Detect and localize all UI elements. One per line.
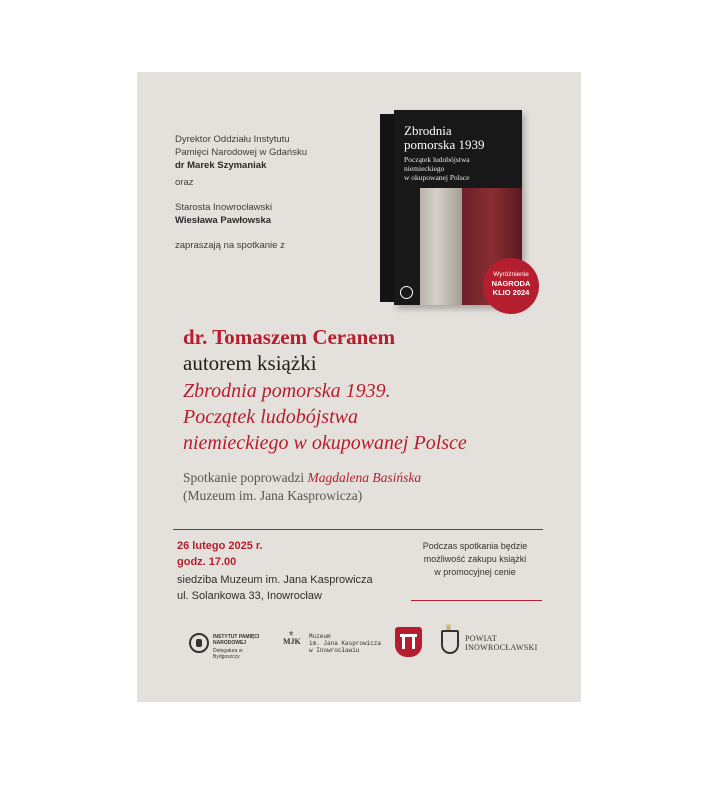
and-text: oraz	[175, 177, 194, 188]
invite-text: zapraszają na spotkanie z	[175, 240, 285, 251]
book-spine	[380, 114, 394, 302]
director-line2: Pamięci Narodowej w Gdańsku	[175, 147, 308, 158]
purchase-note	[410, 540, 540, 579]
ipn-line3: Delegatura w Bydgoszczy	[213, 648, 243, 660]
cover-image-stone	[420, 188, 462, 305]
divider-note	[411, 600, 542, 601]
book-subtitle-line1: Początek ludobójstwa	[404, 155, 470, 164]
ipn-eagle-icon	[189, 633, 209, 653]
book-title-text-line3: niemieckiego w okupowanej Polsce	[183, 432, 467, 454]
event-time: godz. 17.00	[177, 556, 237, 568]
venue-line1: siedziba Muzeum im. Jana Kasprowicza	[177, 574, 373, 586]
speaker-name: dr. Tomaszem Ceranem	[183, 325, 396, 349]
mjk-crown-icon: ⚜	[288, 631, 295, 638]
award-badge	[483, 258, 539, 314]
mjk-mark: MJK	[283, 637, 301, 646]
note-line3: w promocyjnej cenie	[434, 567, 516, 577]
ipn-emblem-icon	[400, 286, 413, 299]
venue-line2: ul. Solankowa 33, Inowrocław	[177, 590, 322, 602]
powiat-logo	[441, 623, 551, 656]
book-subtitle-line2: niemieckiego	[404, 164, 445, 173]
ipn-line1: INSTYTUT PAMIĘCI	[213, 634, 260, 640]
starosta-name: Wiesława Pawłowska	[175, 215, 272, 226]
powiat-line1: POWIAT	[465, 634, 498, 643]
event-venue	[177, 572, 373, 604]
moderator-prefix: Spotkanie poprowadzi	[183, 470, 305, 485]
mjk-line3: w Inowrocławiu	[309, 647, 360, 654]
mjk-logo	[283, 630, 393, 656]
book-title-line2: pomorska 1939	[404, 137, 485, 152]
mjk-line1: Muzeum	[309, 633, 331, 640]
book-title-text-line2: Początek ludobójstwa	[183, 406, 358, 428]
moderator-name: Magdalena Basińska	[307, 470, 422, 485]
speaker-role: autorem książki	[183, 351, 317, 375]
divider-top	[173, 529, 543, 530]
ipn-logo	[189, 632, 269, 660]
city-crest-icon	[395, 627, 422, 657]
mjk-line2: im. Jana Kasprowicza	[309, 640, 382, 647]
moderator-affiliation: (Muzeum im. Jana Kasprowicza)	[183, 488, 363, 503]
badge-label: Wyróżnienie	[493, 271, 529, 278]
badge-award-line1: NAGRODA	[491, 279, 531, 288]
event-date: 26 lutego 2025 r.	[177, 540, 263, 552]
book-title-line1: Zbrodnia	[404, 123, 452, 138]
book-subtitle-line3: w okupowanej Polsce	[404, 173, 470, 182]
book-title-block	[183, 378, 467, 456]
starosta-title: Starosta Inowrocławski	[175, 202, 273, 213]
note-line2: możliwość zakupu książki	[423, 554, 527, 564]
book-title-text-line1: Zbrodnia pomorska 1939.	[183, 380, 391, 402]
powiat-crown-icon: ♛	[445, 623, 453, 632]
badge-award-line2: KLIO 2024	[492, 288, 530, 297]
director-name: dr Marek Szymaniak	[175, 160, 267, 171]
note-line1: Podczas spotkania będzie	[422, 541, 528, 551]
event-poster	[137, 72, 581, 702]
powiat-crest-icon	[441, 630, 459, 654]
ipn-line2: NARODOWEJ	[213, 640, 247, 646]
moderator-block	[183, 469, 421, 505]
invitation-block	[175, 133, 375, 252]
director-line1: Dyrektor Oddziału Instytutu	[175, 134, 290, 145]
powiat-line2: INOWROCŁAWSKI	[465, 643, 538, 652]
